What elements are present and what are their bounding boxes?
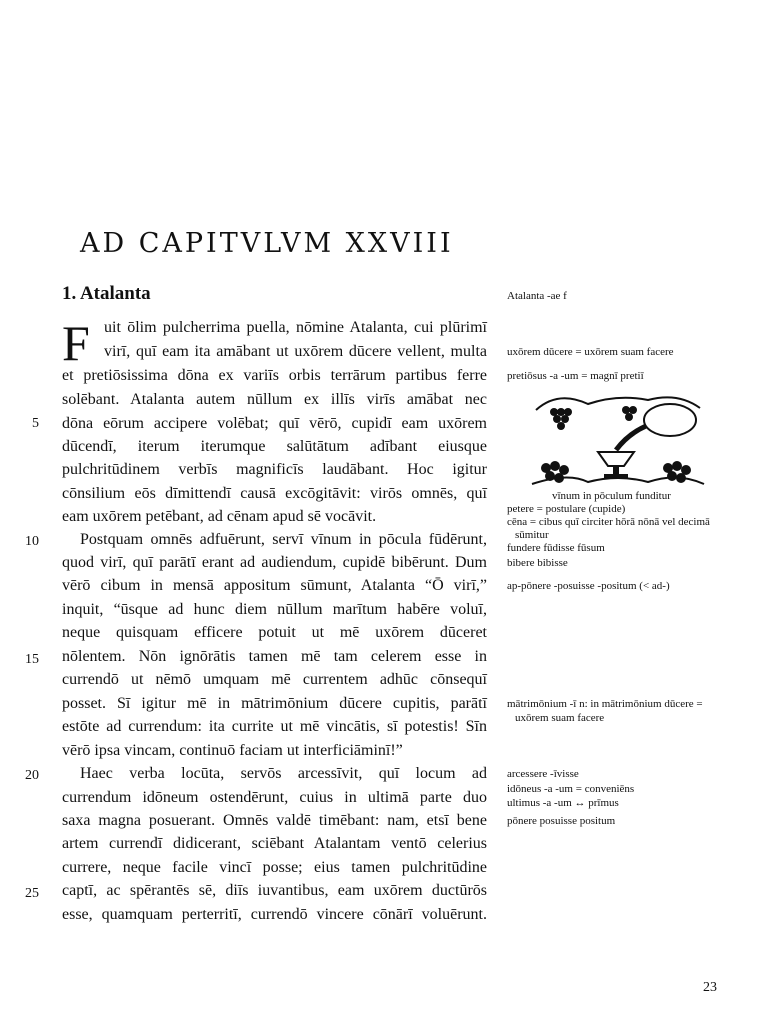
margin-note: fundere fūdisse fūsum — [507, 542, 605, 554]
line-number: 15 — [25, 652, 39, 667]
text-line: Postquam omnēs adfuērunt, servī vīnum in pōcula fūdērunt, — [80, 531, 487, 548]
wine-pouring-illustration — [528, 390, 708, 490]
margin-note: pōnere posuisse positum — [507, 815, 616, 827]
text-line: virī, quī eam ita amābant ut uxōrem dūcere vellent, multa — [104, 343, 487, 360]
margin-note: mātrimōnium -ī n: in mātrimōnium dūcere = — [507, 698, 703, 710]
text-line: dūcendī, iterum iterumque salūtātum adībant eiusque — [62, 438, 487, 455]
page-number: 23 — [703, 980, 717, 995]
margin-note: sūmitur — [515, 529, 549, 541]
text-line: currendō ut nēmō umquam mē currentem adhūc cōnsequī — [62, 671, 487, 688]
margin-note: cēna = cibus quī circiter hōrā nōnā vel decimā — [507, 516, 710, 528]
line-number: 20 — [25, 768, 39, 783]
margin-note: ultimus -a -um ↔ prīmus — [507, 797, 619, 809]
text-line: currere, neque facile vincī posse; eius tamen pulchritūdine — [62, 859, 487, 876]
text-line: neque quisquam efficere potuit ut mē uxōrem dūceret — [62, 624, 487, 641]
text-line: uit ōlim pulcherrima puella, nōmine Atalanta, cui plūrimī — [104, 319, 487, 336]
text-line: Haec verba locūta, servōs arcessīvit, quī locum ad — [80, 765, 487, 782]
text-line: inquit, “ūsque ad hunc diem nūllum marītum habēre voluī, — [62, 601, 487, 618]
chapter-title: AD CAPITVLVM XXVIII — [80, 228, 454, 259]
text-line: cōnsilium eōs dīmittendī causā excōgitāvit: virōs omnēs, quī — [62, 485, 487, 502]
margin-note: Atalanta -ae f — [507, 290, 567, 302]
text-line: nōlentem. Nōn ignōrātis tamen mē tam celerem esse in — [62, 648, 487, 665]
text-line: esse, quamquam perterritī, currendō vincere cōnārī voluērunt. — [62, 906, 487, 923]
text-line: captī, ac spērantēs sē, diīs iuvantibus, eam uxōrem ductūrōs — [62, 882, 487, 899]
text-line: vērō ipsa vincam, continuō faciam ut interficiāminī!” — [62, 742, 403, 759]
margin-note: petere = postulare (cupide) — [507, 503, 626, 515]
line-number: 10 — [25, 534, 39, 549]
line-number: 5 — [32, 416, 39, 431]
margin-note: bibere bibisse — [507, 557, 568, 569]
margin-note: ap-pōnere -posuisse -positum (< ad-) — [507, 580, 670, 592]
text-line: vērō cibum in mensā appositum sūmunt, Atalanta “Ō virī,” — [62, 577, 487, 594]
margin-note: uxōrem dūcere = uxōrem suam facere — [507, 346, 674, 358]
text-line: solēbant. Atalanta autem nūllum ex illīs virīs amābat nec — [62, 391, 487, 408]
text-line: artem currendī didicerant, sciēbant Atalantam ventō celerius — [62, 835, 487, 852]
text-line: saxa magna posuerant. Omnēs valdē timēbant: nam, etsī bene — [62, 812, 487, 829]
margin-note: pretiōsus -a -um = magnī pretiī — [507, 370, 644, 382]
text-line: dōna eōrum accipere volēbat; quī vērō, cupidī eam uxōrem — [62, 415, 487, 432]
margin-note: arcessere -īvisse — [507, 768, 579, 780]
section-title: 1. Atalanta — [62, 283, 151, 304]
line-number: 25 — [25, 886, 39, 901]
text-line: posset. Sī igitur mē in mātrimōnium dūcere cupitis, parātī — [62, 695, 487, 712]
margin-note: vīnum in pōculum funditur — [552, 490, 671, 502]
text-line: eam uxōrem petēbant, ad cēnam apud sē vocāvit. — [62, 508, 377, 525]
text-line: et pretiōsissima dōna ex variīs orbis terrārum partibus ferre — [62, 367, 487, 384]
text-line: pulchritūdinem verbīs magnificīs laudābant. Hoc igitur — [62, 461, 487, 478]
text-line: currendum idōneum ostendērunt, cuius in ultimā parte duo — [62, 789, 487, 806]
text-line: estōte ad currendum: ita currite ut mē vincātis, sī potestis! Sīn — [62, 718, 487, 735]
text-line: quod virī, quī parātī erant ad audiendum, cupidē bibērunt. Dum — [62, 554, 487, 571]
margin-note: uxōrem suam facere — [515, 712, 605, 724]
drop-cap: F — [62, 315, 90, 371]
margin-note: idōneus -a -um = conveniēns — [507, 783, 635, 795]
